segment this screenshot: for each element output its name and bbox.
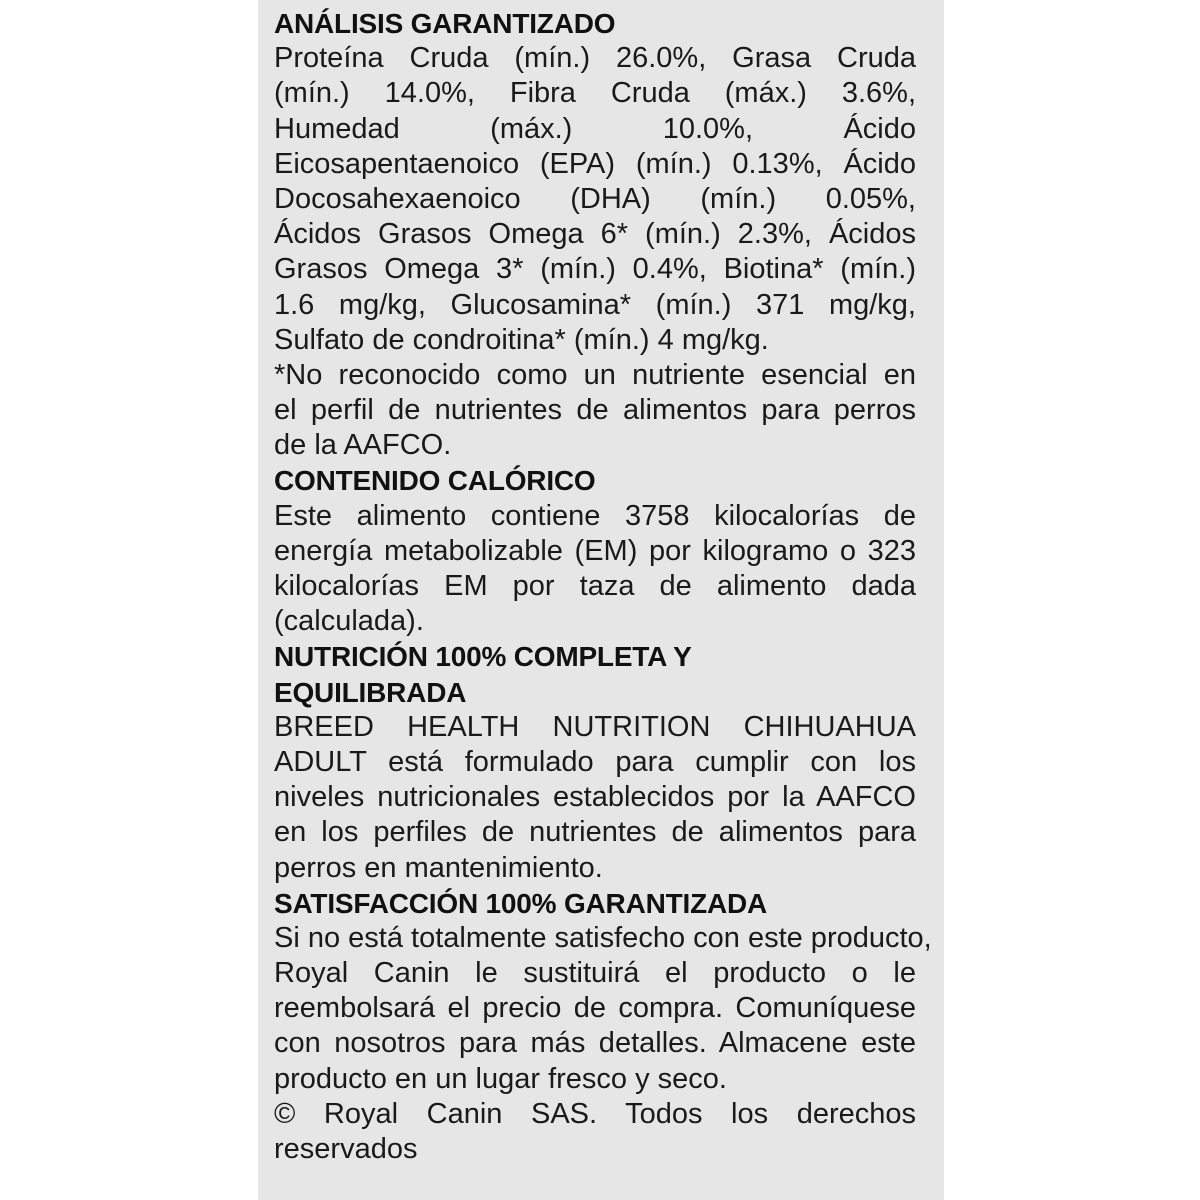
copyright-line: © Royal Canin SAS. Todos los derechos — [274, 1097, 916, 1130]
text-line: BREED HEALTH NUTRITION CHIHUAHUA — [274, 710, 916, 743]
section-heading: SATISFACCIÓN 100% GARANTIZADA — [274, 887, 768, 919]
label-panel — [258, 0, 944, 1200]
section-heading: CONTENIDO CALÓRICO — [274, 465, 596, 497]
text-line: 1.6 mg/kg, Glucosamina* (mín.) 371 mg/kg, — [274, 288, 916, 321]
text-line: Docosahexaenoico (DHA) (mín.) 0.05%, — [274, 182, 916, 215]
text-line: perros en mantenimiento. — [274, 851, 603, 884]
text-line: (calculada). — [274, 605, 424, 638]
text-line: Ácidos Grasos Omega 6* (mín.) 2.3%, Ácidos — [274, 218, 916, 251]
section-satisfaction-guarantee — [274, 886, 932, 1168]
footnote-line: el perfil de nutrientes de alimentos para perros — [274, 394, 916, 427]
text-line: en los perfiles de nutrientes de alimentos para — [274, 816, 916, 849]
text-line: Sulfato de condroitina* (mín.) 4 mg/kg. — [274, 323, 769, 356]
footnote-line: *No reconocido como un nutriente esencial en — [274, 358, 916, 391]
footnote-line: de la AAFCO. — [274, 429, 452, 462]
text-line: con nosotros para más detalles. Almacene este — [274, 1027, 916, 1060]
section-complete-nutrition — [274, 639, 916, 885]
text-line: energía metabolizable (EM) por kilogramo o 323 — [274, 534, 916, 567]
text-line: Este alimento contiene 3758 kilocalorías de — [274, 499, 916, 532]
text-line: reembolsará el precio de compra. Comuníquese — [274, 992, 916, 1025]
text-line: Eicosapentaenoico (EPA) (mín.) 0.13%, Ácido — [274, 147, 916, 180]
text-line: (mín.) 14.0%, Fibra Cruda (máx.) 3.6%, — [274, 77, 916, 110]
text-line: ADULT está formulado para cumplir con los — [274, 745, 916, 778]
text-line: Humedad (máx.) 10.0%, Ácido — [274, 112, 916, 145]
text-line: producto en un lugar fresco y seco. — [274, 1062, 727, 1095]
text-line: Si no está totalmente satisfecho con este producto, — [274, 921, 932, 954]
label-text — [274, 6, 932, 1167]
text-line: Proteína Cruda (mín.) 26.0%, Grasa Cruda — [274, 42, 916, 75]
section-guaranteed-analysis — [274, 6, 916, 463]
text-line: Grasos Omega 3* (mín.) 0.4%, Biotina* (mín.) — [274, 253, 916, 286]
copyright-line: reservados — [274, 1133, 418, 1165]
text-line: niveles nutricionales establecidos por la AAFCO — [274, 781, 916, 814]
text-line: Royal Canin le sustituirá el producto o le — [274, 957, 916, 990]
section-heading-continued: EQUILIBRADA — [274, 676, 467, 708]
section-heading: NUTRICIÓN 100% COMPLETA Y — [274, 641, 692, 673]
section-caloric-content — [274, 463, 916, 639]
section-heading: ANÁLISIS GARANTIZADO — [274, 8, 616, 39]
text-line: kilocalorías EM por taza de alimento dada — [274, 570, 916, 602]
